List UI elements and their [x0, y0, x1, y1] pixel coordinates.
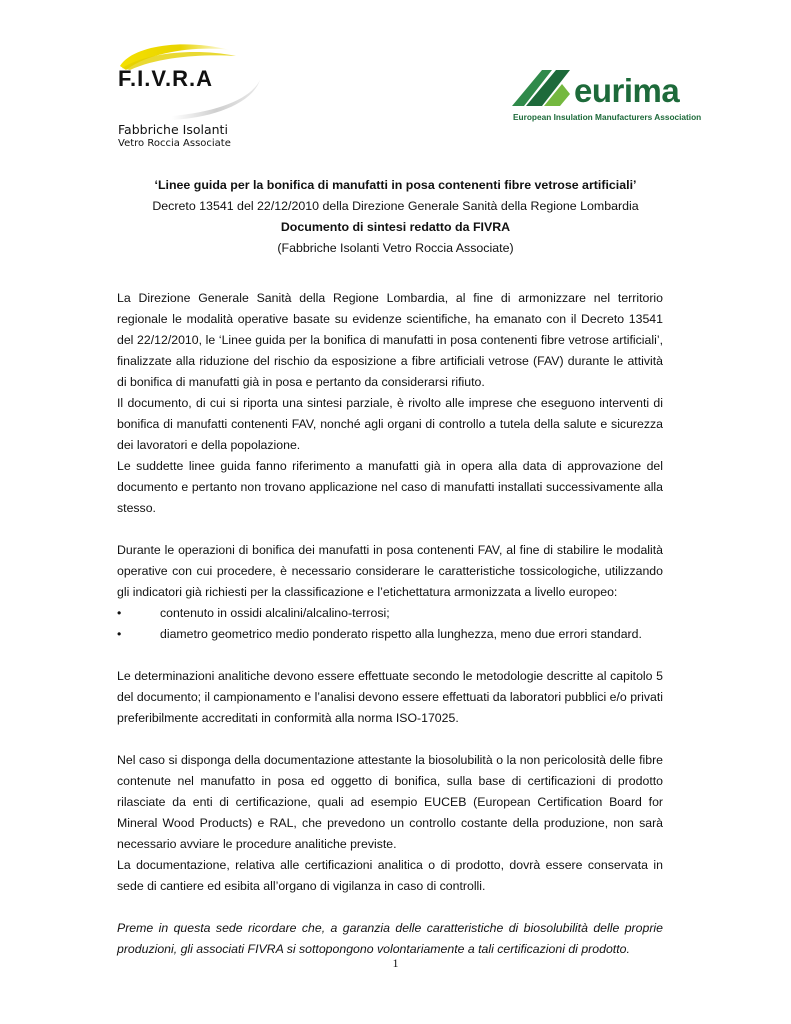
decree-line: Decreto 13541 del 22/12/2010 della Direzione Generale Sanità della Regione Lombardia — [152, 199, 639, 213]
document-body — [117, 288, 663, 960]
document-title: ‘Linee guida per la bonifica di manufatti in posa contenenti fibre vetrose artificiali’ — [154, 178, 637, 192]
fivra-logo-line1: Fabbriche Isolanti — [118, 122, 228, 137]
spacer — [117, 519, 663, 540]
eurima-logo — [512, 66, 702, 128]
page-number: 1 — [392, 956, 399, 970]
list-item — [117, 624, 663, 645]
paragraph: Le determinazioni analitiche devono essere effettuate secondo le metodologie descritte al capitolo 5 del documento; il campionamento e l’analisi devono essere effettuati da laboratori pubblici e/o privati preferibilmente accreditati in conformità alla norma ISO-17025. — [117, 669, 663, 725]
bullet-icon: • — [117, 627, 122, 641]
association-line: (Fabbriche Isolanti Vetro Roccia Associate) — [277, 241, 514, 255]
summary-line: Documento di sintesi redatto da FIVRA — [280, 220, 511, 234]
eurima-chevron-icon — [512, 66, 578, 108]
paragraph: Il documento, di cui si riporta una sintesi parziale, è rivolto alle imprese che eseguono interventi di bonifica di manufatti contenenti FAV, nonché agli organi di controllo a tutela della salute e sicurezza dei lavoratori e della popolazione. — [117, 396, 663, 452]
list-item — [117, 603, 663, 624]
list-item-text: diametro geometrico medio ponderato rispetto alla lunghezza, meno due errori standard. — [160, 627, 642, 641]
paragraph: Le suddette linee guida fanno riferimento a manufatti già in opera alla data di approvazione del documento e pertanto non trovano applicazione nel caso di manufatti installati successivamente alla stesso. — [117, 459, 663, 515]
bullet-icon: • — [117, 606, 122, 620]
paragraph: Durante le operazioni di bonifica dei manufatti in posa contenenti FAV, al fine di stabilire le modalità operative con cui procedere, è necessario considerare le caratteristiche tossicologiche, utilizzando gli indicatori già richiesti per la classificazione e l’etichettatura armonizzata a livello europeo: — [117, 543, 663, 599]
spacer — [117, 729, 663, 750]
spacer — [117, 645, 663, 666]
paragraph: La Direzione Generale Sanità della Regione Lombardia, al fine di armonizzare nel territorio regionale le modalità operative basate su evidenze scientifiche, ha emanato con il Decreto 13541 del 22/12/2010, le ‘Linee guida per la bonifica di manufatti in posa contenenti fibre vetrose artificiali’, finalizzate alla riduzione del rischio da esposizione a fibre artificiali vetrose (FAV) durante le attività di bonifica di manufatti già in posa e pertanto da considerarsi rifiuto. — [117, 291, 663, 389]
paragraph: Preme in questa sede ricordare che, a garanzia delle caratteristiche di biosolubilità delle proprie produzioni, gli associati FIVRA si sottopongono volontariamente a tali certificazioni di prodotto. — [117, 921, 663, 956]
paragraph: Nel caso si disponga della documentazione attestante la biosolubilità o la non pericolosità delle fibre contenute nel manufatto in posa ed oggetto di bonifica, sulla base di certificazioni di prodotto rilasciate da enti di certificazione, quali ad esempio EUCEB (European Certification Board for Mineral Wood Products) e RAL, che prevedono un controllo costante della produzione, non sarà necessario avviare le procedure analitiche previste. — [117, 753, 663, 851]
fivra-logo — [112, 40, 262, 152]
eurima-tagline: European Insulation Manufacturers Association — [513, 112, 702, 122]
fivra-logo-letters: F.I.V.R.A — [118, 66, 213, 91]
list-item-text: contenuto in ossidi alcalini/alcalino-terrosi; — [160, 606, 390, 620]
paragraph: La documentazione, relativa alle certificazioni analitica o di prodotto, dovrà essere conservata in sede di cantiere ed esibita all’organo di vigilanza in caso di controlli. — [117, 858, 663, 893]
eurima-wordmark: eurima — [574, 72, 680, 109]
spacer — [117, 897, 663, 918]
fivra-logo-line2: Vetro Roccia Associate — [118, 138, 231, 149]
